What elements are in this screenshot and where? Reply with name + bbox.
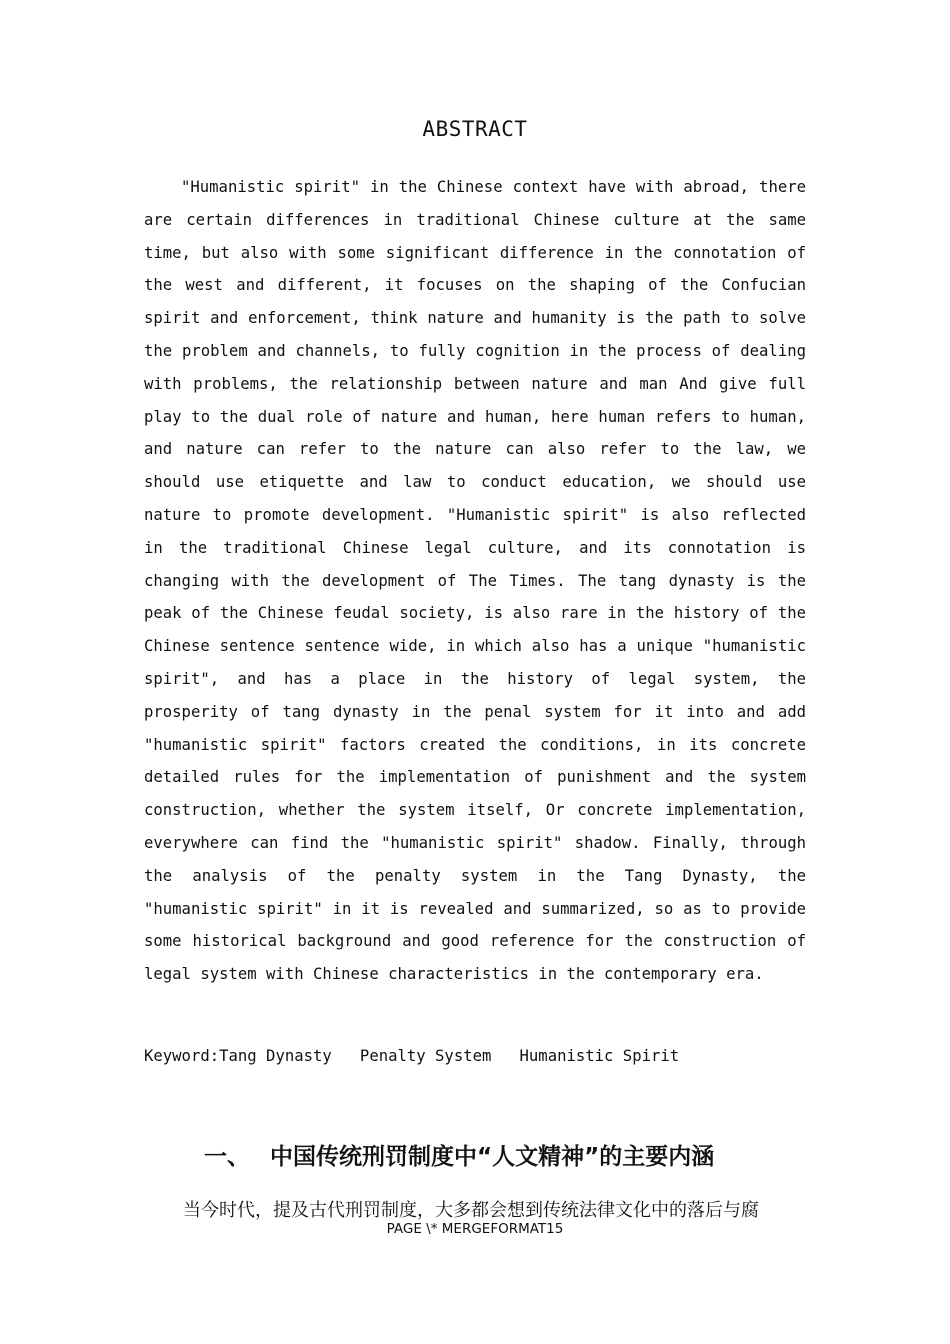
abstract-title: ABSTRACT bbox=[422, 117, 528, 141]
keyword-list: Tang Dynasty Penalty System Humanistic Spirit bbox=[219, 1047, 680, 1065]
page-footer: PAGE \* MERGEFORMAT15 bbox=[386, 1221, 564, 1237]
keyword-label: Keyword: bbox=[144, 1047, 220, 1065]
section-heading bbox=[204, 1138, 714, 1171]
section-paragraph: 当今时代，提及古代刑罚制度，大多都会想到传统法律文化中的落后与腐 bbox=[183, 1200, 759, 1221]
abstract-body: "Humanistic spirit" in the Chinese context have with abroad, there are certain differences in traditional Chinese culture at the same time, but also with some significant difference in the connotation of the west and different, it focuses on the shaping of the Confucian spirit and enforcement, think nature and humanity is the path to solve the problem and channels, to fully cognition in the process of dealing with problems, the relationship between nature and man And give full play to the dual role of nature and human, here human refers to human, and nature can refer to the nature can also refer to the law, we should use etiquette and law to conduct education, we should use nature to promote development. "Humanistic spirit" is also reflected in the traditional Chinese legal culture, and its connotation is changing with the development of The Times. The tang dynasty is the peak of the Chinese feudal society, is also rare in the history of the Chinese sentence sentence wide, in which also has a unique "humanistic spirit", and has a place in the history of legal system, the prosperity of tang dynasty in the penal system for it into and add "humanistic spirit" factors created the conditions, in its concrete detailed rules for the implementation of punishment and the system construction, whether the system itself, Or concrete implementation, everywhere can find the "humanistic spirit" shadow. Finally, through the analysis of the penalty system in the Tang Dynasty, the "humanistic spirit" in it is revealed and summarized, so as to provide some historical background and good reference for the construction of legal system with Chinese characteristics in the contemporary era. bbox=[144, 178, 806, 984]
section-title: 中国传统刑罚制度中“人文精神”的主要内涵 bbox=[270, 1144, 715, 1170]
section-number: 一、 bbox=[204, 1144, 250, 1170]
keywords-line bbox=[144, 1040, 679, 1072]
